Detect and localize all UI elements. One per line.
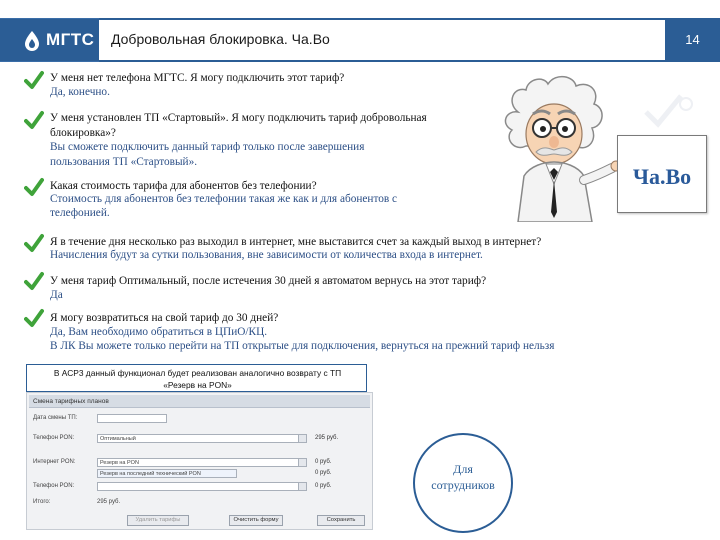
checkmark-icon [24,177,44,197]
question-text: Какая стоимость тарифа для абонентов без телефонии? [50,180,317,192]
delete-tariffs-button[interactable]: Удалить тарифы [127,515,189,526]
question-text: Я могу возвратиться на свой тариф до 30 дней? [50,312,279,324]
question-text: У меня тариф Оптимальный, после истечения 30 дней я автоматом вернусь на этот тариф? [50,275,487,287]
asr3-caption [29,367,366,391]
tariff-change-form [26,392,373,530]
staff-badge-line: сотрудников [431,478,495,492]
select-value: Резерв на PON [100,460,139,466]
checkmark-icon [24,110,44,130]
checkmark-icon [24,271,44,291]
chevron-down-icon [298,435,306,442]
select-value: Оптимальный [100,436,136,442]
form-row-label: Телефон PON: [33,435,75,441]
question-text: Я в течение дня несколько раз выходил в интернет, мне выставится счет за каждый выход в интернет? [50,236,542,248]
answer-text: Стоимость для абонентов без телефонии такая же как и для абонентов с [50,193,398,205]
row-price: 295 руб. [315,435,339,441]
phone-pon-select[interactable] [97,434,307,443]
checkmark-icon [24,233,44,253]
asr3-caption-box [26,364,367,392]
caption-line: В АСР3 данный функционал будет реализован аналогично возврату с ТП [53,368,342,378]
question-text: У меня нет телефона МГТС. Я могу подключить этот тариф? [50,72,345,84]
dropdown-option[interactable]: Резерв на последний технический PON [97,469,237,478]
answer-text: телефонией. [50,207,110,219]
answer-text: пользования ТП «Стартовый». [50,156,198,168]
row-price: 0 руб. [315,459,332,465]
form-row-label: Интернет PON: [33,459,76,465]
row-price: 0 руб. [315,470,332,476]
caption-line: «Резерв на PON» [163,380,232,390]
chevron-down-icon [298,459,306,466]
title-bar [99,18,665,62]
form-row-label: Дата смены ТП: [33,415,78,421]
checkmark-icon [24,70,44,90]
phone-pon-select-2[interactable] [97,482,307,491]
logo-text: МГТС [46,30,95,49]
clear-form-button[interactable]: Очистить форму [229,515,283,526]
internet-pon-select[interactable] [97,458,307,467]
mgts-logo [0,18,99,62]
question-text: У меня установлен ТП «Стартовый». Я могу подключить тариф добровольная [50,112,427,124]
chavo-card-text: Ча.Во [632,164,692,189]
slide-title: Добровольная блокировка. Ча.Во [111,31,330,47]
staff-badge-text [415,461,511,493]
staff-badge [413,433,513,533]
answer-text: В ЛК Вы можете только перейти на ТП открытые для подключения, вернуться на прежний тариф нельзя [50,340,555,352]
row-price: 0 руб. [315,483,332,489]
save-button[interactable]: Сохранить [317,515,365,526]
total-value: 295 руб. [97,499,121,505]
chevron-down-icon [298,483,306,490]
question-text: блокировка»? [50,127,116,139]
answer-text: Да, Вам необходимо обратиться в ЦПиО/КЦ. [50,326,268,338]
answer-text: Да, конечно. [50,86,110,98]
page-number: 14 [685,32,700,47]
answer-text: Вы сможете подключить данный тариф только после завершения [50,141,365,153]
date-input[interactable] [97,414,167,423]
page-number-box [665,18,720,62]
mgts-logo-icon [22,30,42,52]
answer-text: Начисления будут за сутки пользования, вне зависимости от количества входа в интернет. [50,249,483,261]
answer-text: Да [50,289,63,301]
staff-badge-line: Для [453,462,473,476]
form-title: Смена тарифных планов [29,395,370,408]
chavo-card [617,135,707,213]
checkmark-icon [24,308,44,328]
form-row-label: Итого: [33,499,51,505]
slide-header [0,18,720,62]
form-row-label: Телефон PON: [33,483,75,489]
